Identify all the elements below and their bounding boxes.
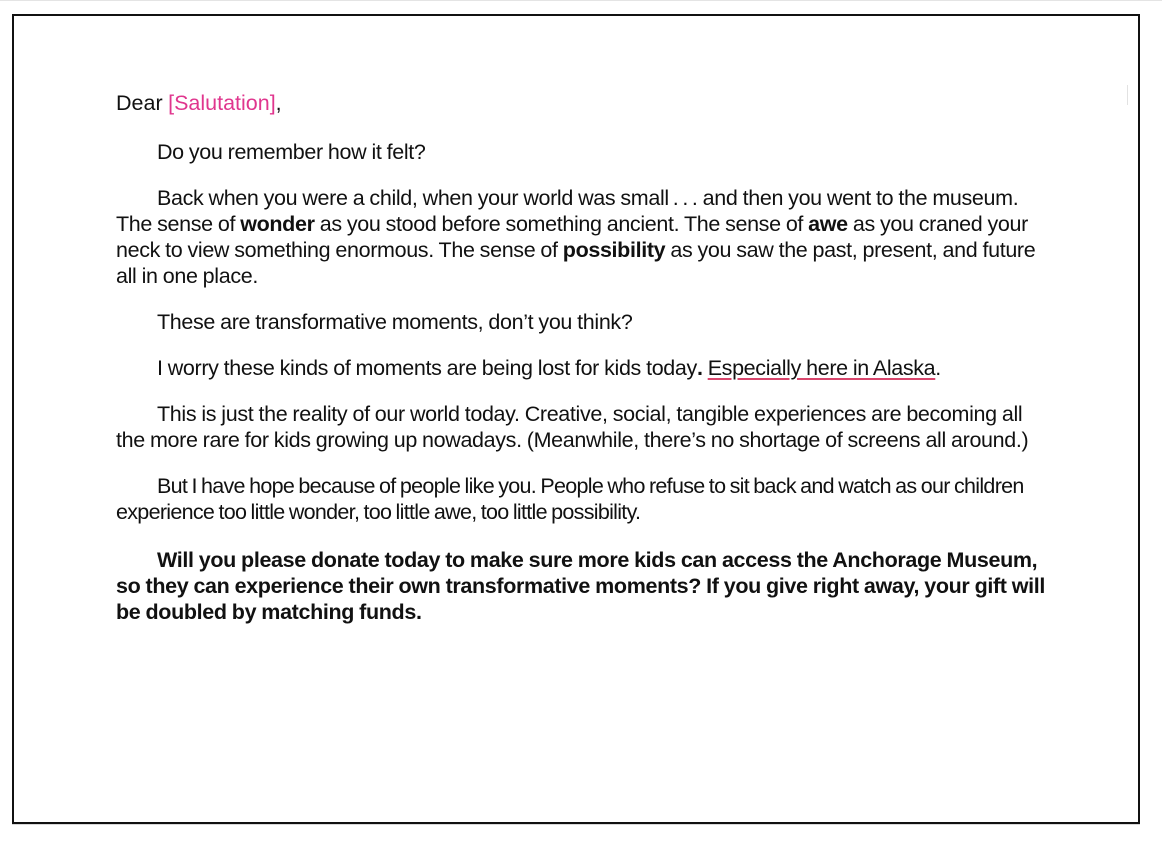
paragraph-5: This is just the reality of our world today. Creative, social, tangible experiences are becoming all the more rare for kids growing up nowadays. (Meanwhile, there’s no shortage of screens all around.)	[116, 402, 1029, 452]
salutation-placeholder[interactable]: [Salutation]	[168, 91, 276, 115]
p2-text-e: as you saw the past, present, and future all in one place.	[116, 238, 1036, 288]
paragraph-1: Do you remember how it felt?	[157, 140, 426, 164]
emphasis-possibility: possibility	[562, 238, 666, 262]
p2-text-a: Back when you were a child, when your world was small . . . and then you went to the museum. The sense of	[116, 186, 1019, 236]
paragraph-6: But I have hope because of people like you. People who refuse to sit back and watch as our children experience too little wonder, too little awe, too little possibility.	[116, 474, 1024, 524]
salutation-line	[116, 90, 1046, 116]
emphasis-wonder: wonder	[240, 212, 315, 236]
p4-end: .	[935, 356, 941, 380]
emphasis-awe: awe	[808, 212, 848, 236]
p4-text-a: I worry these kinds of moments are being lost for kids today	[157, 356, 697, 380]
p2-text-d: as you craned your neck to view something enormous. The sense of	[116, 212, 1028, 262]
paragraph-4	[116, 355, 1046, 381]
edge-marker	[1127, 85, 1128, 105]
top-divider	[0, 0, 1162, 1]
greeting-text: Dear	[116, 91, 163, 115]
letter-body	[116, 90, 1046, 645]
paragraph-3: These are transformative moments, don’t you think?	[157, 310, 633, 334]
p4-bold-period: .	[696, 356, 703, 380]
p2-text-c: as you stood before something ancient. The sense of	[314, 212, 809, 236]
greeting-punct: ,	[275, 91, 282, 115]
call-to-action: Will you please donate today to make sure more kids can access the Anchorage Museum, so they can experience their own transformative moments? If you give right away, your gift will be doubled by matching funds.	[116, 548, 1045, 624]
underlined-phrase: Especially here in Alaska	[707, 356, 936, 380]
frame-shadow	[12, 824, 1140, 825]
paragraph-2	[116, 185, 1046, 289]
